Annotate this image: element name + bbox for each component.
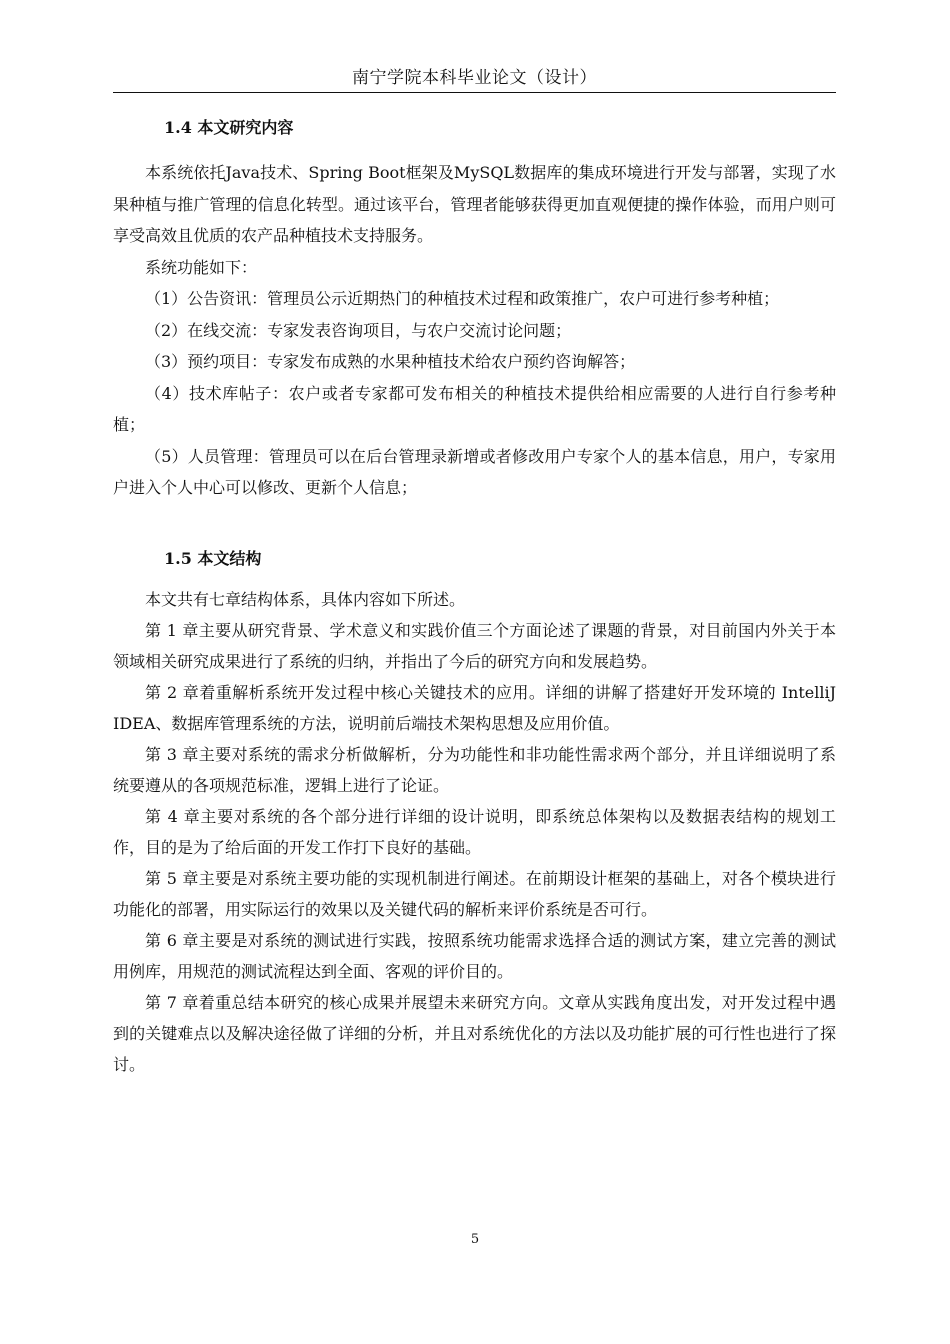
- list-item: （3）预约项目：专家发布成熟的水果种植技术给农户预约咨询解答；: [145, 352, 636, 371]
- running-header: 南宁学院本科毕业论文（设计）: [352, 68, 597, 88]
- paragraph: 第 6 章主要是对系统的测试进行实践，按照系统功能需求选择合适的测试方案，建立完善的测试用例库，用规范的测试流程达到全面、客观的评价目的。: [113, 930, 836, 981]
- paragraph: 系统功能如下：: [145, 257, 258, 277]
- list-item: （5）人员管理：管理员可以在后台管理录新增或者修改用户专家个人的基本信息，用户，专家用户进入个人中心可以修改、更新个人信息；: [113, 446, 836, 497]
- paragraph: 本文共有七章结构体系，具体内容如下所述。: [145, 589, 466, 609]
- header-rule: [113, 92, 836, 93]
- page-number: 5: [470, 1232, 480, 1247]
- paragraph: 第 2 章着重解析系统开发过程中核心关键技术的应用。详细的讲解了搭建好开发环境的 IntelliJ IDEA、数据库管理系统的方法，说明前后端技术架构思想及应用价值。: [113, 682, 836, 733]
- section-heading-1-5: 1.5 本文结构: [164, 548, 262, 568]
- list-item: （1）公告资讯：管理员公示近期热门的种植技术过程和政策推广，农户可进行参考种植；: [145, 289, 780, 308]
- paragraph: 第 1 章主要从研究背景、学术意义和实践价值三个方面论述了课题的背景，对目前国内外关于本领域相关研究成果进行了系统的归纳，并指出了今后的研究方向和发展趋势。: [113, 620, 836, 671]
- section-heading-1-4: 1.4 本文研究内容: [164, 118, 294, 137]
- paragraph: 第 3 章主要对系统的需求分析做解析，分为功能性和非功能性需求两个部分，并且详细说明了系统要遵从的各项规范标准，逻辑上进行了论证。: [113, 744, 836, 795]
- paragraph: 第 4 章主要对系统的各个部分进行详细的设计说明，即系统总体架构以及数据表结构的规划工作，目的是为了给后面的开发工作打下良好的基础。: [113, 806, 836, 857]
- paragraph: 第 7 章着重总结本研究的核心成果并展望未来研究方向。文章从实践角度出发，对开发过程中遇到的关键难点以及解决途径做了详细的分析，并且对系统优化的方法以及功能扩展的可行性也进行了探讨。: [113, 992, 836, 1074]
- list-item: （4）技术库帖子：农户或者专家都可发布相关的种植技术提供给相应需要的人进行自行参考种植；: [113, 383, 836, 434]
- section-spacer: [113, 504, 836, 543]
- list-item: （2）在线交流：专家发表咨询项目，与农户交流讨论问题；: [145, 320, 572, 340]
- page-body: [113, 112, 836, 1080]
- paragraph: 本系统依托Java技术、Spring Boot框架及MySQL数据库的集成环境进行开发与部署，实现了水果种植与推广管理的信息化转型。通过该平台，管理者能够获得更加直观便捷的操作体验，而用户则可享受高效且优质的农产品种植技术支持服务。: [113, 163, 836, 245]
- paragraph: 第 5 章主要是对系统主要功能的实现机制进行阐述。在前期设计框架的基础上，对各个模块进行功能化的部署，用实际运行的效果以及关键代码的解析来评价系统是否可行。: [113, 868, 836, 919]
